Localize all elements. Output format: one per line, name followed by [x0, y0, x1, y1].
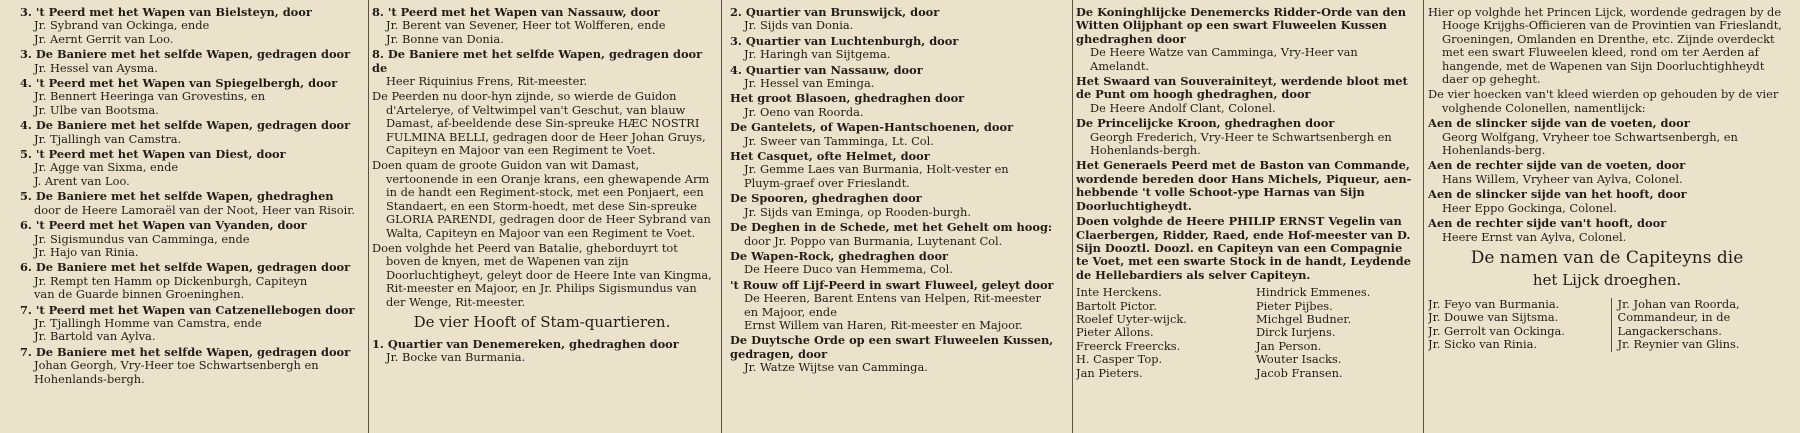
entry-name-line: Jr. Sybrand van Ockinga, ende — [34, 18, 210, 33]
entry-heading: De Deghen in de Schede, met het Gehelt om hoog: — [730, 220, 1053, 235]
entry-heading: 4. 't Peerd met het Wapen van Spiegelbergh, door — [20, 76, 338, 91]
entry-heading: De Koninghlijcke Denemercks Ridder-Orde van den Witten Olijphant op een swart Fluweelen Kussen ghedraghen door — [1076, 6, 1406, 46]
procession-entry — [20, 261, 365, 301]
captains-left — [1428, 298, 1597, 352]
entry-heading: Aen de rechter sijde van't hooft, door — [1428, 216, 1667, 231]
procession-entry — [1428, 159, 1786, 186]
entry-heading: Het Casquet, ofte Helmet, door — [730, 149, 930, 164]
captains-heading: De namen van de Capiteyns die — [1470, 247, 1744, 268]
procession-entry — [20, 190, 365, 217]
procession-entry — [372, 48, 712, 88]
entry-name-line: Ernst Willem van Haren, Rit-meester en Majoor. — [744, 317, 1023, 332]
name-item: Wouter Isacks. — [1256, 352, 1342, 367]
names-left-list — [1076, 286, 1238, 380]
entry-heading: De Gantelets, of Wapen-Hantschoenen, door — [730, 120, 1014, 135]
entry-paragraph: Hier op volghde het Princen Lijck, wordende gedragen by de Hooge Krijghs-Officieren van de Provintien van Frieslandt, Groeningen, Omlanden en Drenthe, etc. Zijnde overdeckt met een swart Fluweelen kleed, rond om ter Aerden af hangende, met de Wapenen van Sijn Doorluchtighheydt daer op geheght. — [1428, 6, 1782, 87]
entry-name-line: door de Heere Lamoraël van der Noot, Heer van Risoir. — [34, 202, 356, 217]
entry-name-line: Jr. Tjallingh Homme van Camstra, ende — [34, 315, 262, 330]
column-rule — [1072, 0, 1073, 433]
name-item: Roelef Uyter-wijck. — [1076, 311, 1187, 326]
procession-entry — [20, 119, 365, 146]
name-item: Bartolt Pictor. — [1076, 298, 1157, 313]
procession-entry — [372, 242, 712, 309]
entry-heading: 2. Quartier van Brunswijck, door — [730, 6, 940, 19]
entry-paragraph: Doen quam de groote Guidon van wit Damast, vertoonende in een Oranje krans, een ghewapende Arm in de handt een Regiment-stock, met een Ponjaert, een Standaert, en een Storm-hoedt, met dese Sin-spreuke GLORIA PARENDI, gedragen door de Heer Sybrand van Walta, Capiteyn en Majoor van een Regiment te Voet. — [372, 158, 711, 240]
entry-heading: 4. De Baniere met het selfde Wapen, gedragen door — [20, 118, 351, 133]
entry-heading: 6. De Baniere met het selfde Wapen, gedragen door — [20, 260, 351, 275]
entry-name-line: Hohenlands-bergh. — [1090, 143, 1201, 158]
entry-heading: 4. Quartier van Nassauw, door — [730, 62, 923, 77]
entry-paragraph: De Peerden nu door-hyn zijnde, so wierde de Guidon d'Artelerye, of Veltwimpel van't Geschut, van blauw Damast, af-beeldende dese Sin-spreuke HÆC NOSTRI FULMINA BELLI, gedragen door de Heer Johan Gruys, Capiteyn en Majoor van een Regiment te Voet. — [372, 89, 706, 158]
entry-name-line: Jr. Ulbe van Bootsma. — [34, 102, 159, 117]
procession-entry — [20, 77, 365, 117]
procession-entry — [1076, 75, 1418, 115]
entry-heading: Aen de rechter sijde van de voeten, door — [1428, 158, 1686, 173]
entry-heading: Het groot Blasoen, ghedraghen door — [730, 91, 965, 106]
procession-entry — [730, 250, 1070, 277]
entry-name-line: Jr. Sigismundus van Camminga, ende — [34, 231, 250, 246]
entry-name-line: Jr. Sijds van Eminga, op Rooden-burgh. — [744, 204, 971, 219]
entry-name-line: Jr. Bonne van Donia. — [386, 31, 504, 46]
entry-name-line: Jr. Hajo van Rinia. — [34, 244, 139, 259]
entry-heading: 't Rouw off Lijf-Peerd in swart Fluweel, geleyt door — [730, 277, 1054, 292]
entry-heading: 3. 't Peerd met het Wapen van Bielsteyn, door — [20, 6, 312, 19]
name-item: Jan Pieters. — [1076, 365, 1143, 380]
name-item: Pieter Allons. — [1076, 325, 1154, 340]
entry-name-line: Jr. Aernt Gerrit van Loo. — [34, 31, 174, 46]
procession-entry — [1076, 215, 1418, 282]
entry-name-line: Jr. Oeno van Roorda. — [744, 104, 864, 119]
entry-heading: De Duytsche Orde op een swart Fluweelen Kussen, gedragen, door — [730, 333, 1054, 361]
column-4 — [1076, 6, 1418, 428]
entry-name-line: J. Arent van Loo. — [34, 173, 130, 188]
entry-heading: 6. 't Peerd met het Wapen van Vyanden, door — [20, 218, 307, 233]
entry-name-line: De Heere Andolf Clant, Colonel. — [1090, 100, 1276, 115]
entry-name-line: Georgh Frederich, Vry-Heer te Schwartsenbergh en — [1090, 129, 1392, 144]
entry-name-line: Jr. Tjallingh van Camstra. — [34, 131, 182, 146]
entry-heading: 7. 't Peerd met het Wapen van Catzenellebogen door — [20, 302, 355, 317]
procession-entry — [20, 219, 365, 259]
captain-name: Jr. Gerrolt van Ockinga. — [1428, 323, 1565, 338]
procession-entry — [1428, 188, 1786, 215]
entry-heading: Het Swaard van Souverainiteyt, werdende bloot met de Punt om hoogh ghedraghen, door — [1076, 74, 1408, 102]
entry-name-line: Jr. Watze Wijtse van Camminga. — [744, 360, 928, 375]
entry-paragraph: Doen volghde het Peerd van Batalie, gheborduyrt tot boven de knyen, met de Wapenen van zijn Doorluchtigheyt, geleyt door de Heere Inte van Kingma, Rit-meester en Majoor, en Jr. Philips Sigismundus van der Wenge, Rit-meester. — [372, 240, 712, 309]
captain-name: Jr. Feyo van Burmania. — [1428, 296, 1560, 311]
entry-name-line: Jr. Sijds van Donia. — [744, 18, 854, 33]
name-item: Dirck Iurjens. — [1256, 325, 1336, 340]
procession-entry — [372, 338, 712, 365]
entry-name-line: Jr. Sweer van Tamminga, Lt. Col. — [744, 133, 934, 148]
procession-entry — [730, 35, 1070, 62]
entry-name-line: Jr. Hessel van Eminga. — [744, 76, 875, 91]
column-3 — [730, 6, 1070, 428]
entry-name-line: De Heere Duco van Hemmema, Col. — [744, 262, 953, 277]
name-item: Freerck Freercks. — [1076, 338, 1181, 353]
entry-heading: 8. 't Peerd met het Wapen van Nassauw, door — [372, 6, 660, 19]
entry-name-line: Jr. Hessel van Aysma. — [34, 60, 158, 75]
entry-name-line: door Jr. Poppo van Burmania, Luytenant Col. — [744, 233, 1003, 248]
captain-name: Jr. Douwe van Sijtsma. — [1428, 310, 1559, 325]
column-2 — [372, 6, 712, 428]
procession-entry — [372, 90, 712, 157]
column-5 — [1428, 6, 1786, 428]
captains-list — [1428, 298, 1786, 352]
entry-name-line: Jr. Rempt ten Hamm op Dickenburgh, Capiteyn — [34, 273, 308, 288]
captain-name: Jr. Johan van Roorda, Commandeur, in de Langackerschans. — [1617, 296, 1740, 338]
procession-entry — [730, 192, 1070, 219]
procession-entry — [20, 48, 365, 75]
procession-entry — [730, 92, 1070, 119]
procession-entry — [730, 279, 1070, 333]
procession-entry — [20, 346, 365, 386]
entry-name-line: en Majoor, ende — [744, 304, 837, 319]
entry-heading: Het Generaels Peerd met de Baston van Commande, wordende bereden door Hans Michels, Piqueur, aen-hebbende 't volle Schoot-ype Harnas van Sijn Doorluchtigheydt. — [1076, 158, 1412, 213]
entry-name-line: Heere Ernst van Aylva, Colonel. — [1442, 229, 1627, 244]
procession-entry — [20, 304, 365, 344]
procession-entry — [1428, 217, 1786, 244]
procession-entry — [730, 121, 1070, 148]
entry-heading: De Princelijcke Kroon, ghedraghen door — [1076, 116, 1335, 131]
column-rule — [1423, 0, 1424, 433]
procession-entry — [20, 6, 365, 46]
entry-name-line: Jr. Haringh van Sijtgema. — [744, 47, 891, 62]
name-item: H. Casper Top. — [1076, 352, 1163, 367]
section-title: De vier Hooft of Stam-quartieren. — [413, 312, 671, 331]
captain-name: Jr. Reynier van Glins. — [1617, 337, 1740, 352]
name-item: Inte Herckens. — [1076, 285, 1162, 300]
entry-name-line: Pluym-graef over Frieslandt. — [744, 175, 910, 190]
name-item: Hindrick Emmenes. — [1256, 285, 1371, 300]
entry-name-line: Jr. Gemme Laes van Burmania, Holt-vester en — [744, 162, 1009, 177]
procession-entry — [372, 159, 712, 239]
entry-heading: 8. De Baniere met het selfde Wapen, gedragen door de — [372, 47, 703, 75]
name-item: Michgel Budner. — [1256, 311, 1352, 326]
entry-name-line: Jr. Bartold van Aylva. — [34, 329, 156, 344]
entry-heading: De Wapen-Rock, ghedraghen door — [730, 248, 949, 263]
entry-name-line: De Heeren, Barent Entens van Helpen, Rit-meester — [744, 291, 1041, 306]
entry-heading: 7. De Baniere met het selfde Wapen, gedragen door — [20, 344, 351, 359]
entry-name-line: De Heere Watze van Camminga, Vry-Heer van Amelandt. — [1090, 45, 1358, 73]
entry-name-line: Jr. Berent van Sevener, Heer tot Wolfferen, ende — [386, 18, 666, 33]
procession-entry — [730, 221, 1070, 248]
entry-heading: 5. De Baniere met het selfde Wapen, ghedraghen — [20, 189, 334, 204]
entry-heading: Aen de slincker sijde van de voeten, door — [1428, 116, 1690, 131]
captain-name: Jr. Sicko van Rinia. — [1428, 337, 1537, 352]
entry-heading: 3. De Baniere met het selfde Wapen, gedragen door — [20, 47, 351, 62]
entry-name-line: van de Guarde binnen Groeninghen. — [34, 287, 245, 302]
entry-name-line: Johan Georgh, Vry-Heer toe Schwartsenbergh en — [34, 358, 319, 373]
procession-entry — [1076, 159, 1418, 213]
entry-name-line: Jr. Agge van Sixma, ende — [34, 160, 179, 175]
entry-heading: 1. Quartier van Denemereken, ghedraghen door — [372, 336, 679, 351]
entry-name-line: Georg Wolfgang, Vryheer toe Schwartsenbergh, en Hohenlands-berg. — [1442, 129, 1738, 158]
entry-name-line: Jr. Bocke van Burmania. — [386, 350, 526, 365]
procession-entry — [1076, 6, 1418, 73]
entry-heading: De Spooren, ghedraghen door — [730, 191, 922, 206]
entry-name-line: Heer Riquinius Frens, Rit-meester. — [386, 74, 588, 89]
name-item: Jan Person. — [1256, 338, 1322, 353]
procession-entry — [730, 150, 1070, 190]
entry-name-line: Jr. Bennert Heeringa van Grovestins, en — [34, 89, 266, 104]
column-rule — [721, 0, 722, 433]
procession-entry — [372, 6, 712, 46]
entry-heading: Aen de slincker sijde van het hooft, door — [1428, 187, 1687, 202]
entry-heading: 5. 't Peerd met het Wapen van Diest, door — [20, 147, 286, 162]
captains-right — [1611, 298, 1787, 352]
entry-paragraph: De vier hoecken van't kleed wierden op gehouden by de vier volghende Colonellen, namentlijck: — [1428, 87, 1779, 115]
procession-entry — [730, 334, 1070, 374]
procession-entry — [730, 6, 1070, 33]
column-rule — [368, 0, 369, 433]
halberdier-names — [1076, 286, 1418, 380]
column-1 — [20, 6, 365, 428]
procession-entry — [1428, 88, 1786, 115]
entry-heading: 3. Quartier van Luchtenburgh, door — [730, 33, 959, 48]
entry-name-line: Hohenlands-bergh. — [34, 371, 145, 386]
name-item: Jacob Fransen. — [1256, 365, 1343, 380]
procession-entry — [730, 64, 1070, 91]
procession-entry — [1076, 117, 1418, 157]
procession-entry — [1428, 117, 1786, 157]
names-right-list — [1256, 286, 1418, 380]
procession-entry — [1428, 6, 1786, 86]
entry-heading: Doen volghde de Heere PHILIP ERNST Vegelin van Claerbergen, Ridder, Raed, ende Hof-meester van D. Sijn Dooztl. Doozl. en Capiteyn van een Compagnie te Voet, met een swarte Stock in de handt, Leydende de Hellebardiers als selver Capiteyn. — [1076, 214, 1411, 282]
procession-entry — [20, 148, 365, 188]
name-item: Pieter Pijbes. — [1256, 298, 1333, 313]
entry-name-line: Heer Eppo Gockinga, Colonel. — [1442, 200, 1617, 215]
entry-name-line: Hans Willem, Vryheer van Aylva, Colonel. — [1442, 171, 1683, 186]
captains-subheading: het Lijck droeghen. — [1532, 270, 1682, 289]
